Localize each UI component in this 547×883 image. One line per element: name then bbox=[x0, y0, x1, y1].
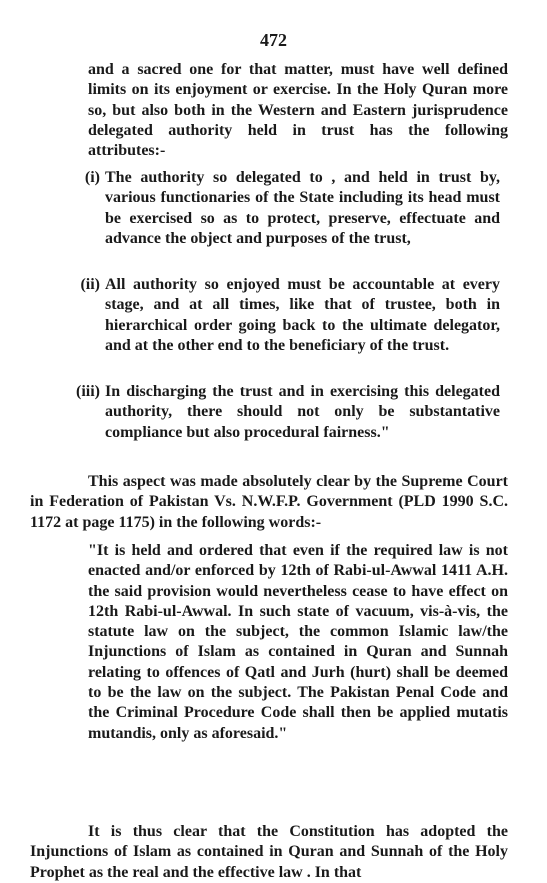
bottom-paragraph: It is thus clear that the Constitution has adopted the Injunctions of Islam as contained in Quran and Sunnah of the Holy Prophet as the real and the effective law . In that bbox=[30, 823, 508, 881]
list-item-iii bbox=[50, 382, 505, 462]
list-item-number: (i) bbox=[84, 169, 100, 186]
block-quote: "It is held and ordered that even if the required law is not enacted and/or enforced by 12th of Rabi-ul-Awwal 1411 A.H. the said provision would nevertheless cease to have effect on 12th Rabi-ul-Awwal. In such state of vacuum, vis-à-vis, the statute law on the subject, the common Islamic law/the Injunctions of Islam as contained in Quran and Sunnah relating to offences of Qatl and Jurh (hurt) shall be deemed to be the law on the subject. The Pakistan Penal Code and the Criminal Procedure Code shall then be applied mutatis mutandis, only as aforesaid." bbox=[88, 542, 508, 742]
list-item-i bbox=[50, 168, 505, 268]
list-item-text: The authority so delegated to , and held in trust by, various functionaries of the State including its head must be exercised so as to protect, preserve, effectuate and advance the object and purposes of the trust, bbox=[105, 169, 500, 247]
list-item-ii bbox=[50, 275, 505, 375]
list-item-number: (ii) bbox=[80, 276, 100, 293]
page-number: 472 bbox=[260, 30, 287, 50]
list-item-number: (iii) bbox=[76, 383, 100, 400]
middle-paragraph: This aspect was made absolutely clear by the Supreme Court in Federation of Pakistan Vs. N.W.F.P. Government (PLD 1990 S.C. 1172 at page 1175) in the following words:- bbox=[30, 473, 508, 531]
list-item-text: All authority so enjoyed must be accountable at every stage, and at all times, like that of trustee, both in hierarchical order going back to the ultimate delegator, and at the other end to the beneficiary of the trust. bbox=[105, 276, 500, 354]
list-item-text: In discharging the trust and in exercising this delegated authority, there should not only be substantative compliance but also procedural fairness." bbox=[105, 383, 500, 441]
top-paragraph: and a sacred one for that matter, must have well defined limits on its enjoyment or exercise. In the Holy Quran more so, but also both in the Western and Eastern jurisprudence delegated authority held in trust has the following attributes:- bbox=[88, 61, 508, 160]
